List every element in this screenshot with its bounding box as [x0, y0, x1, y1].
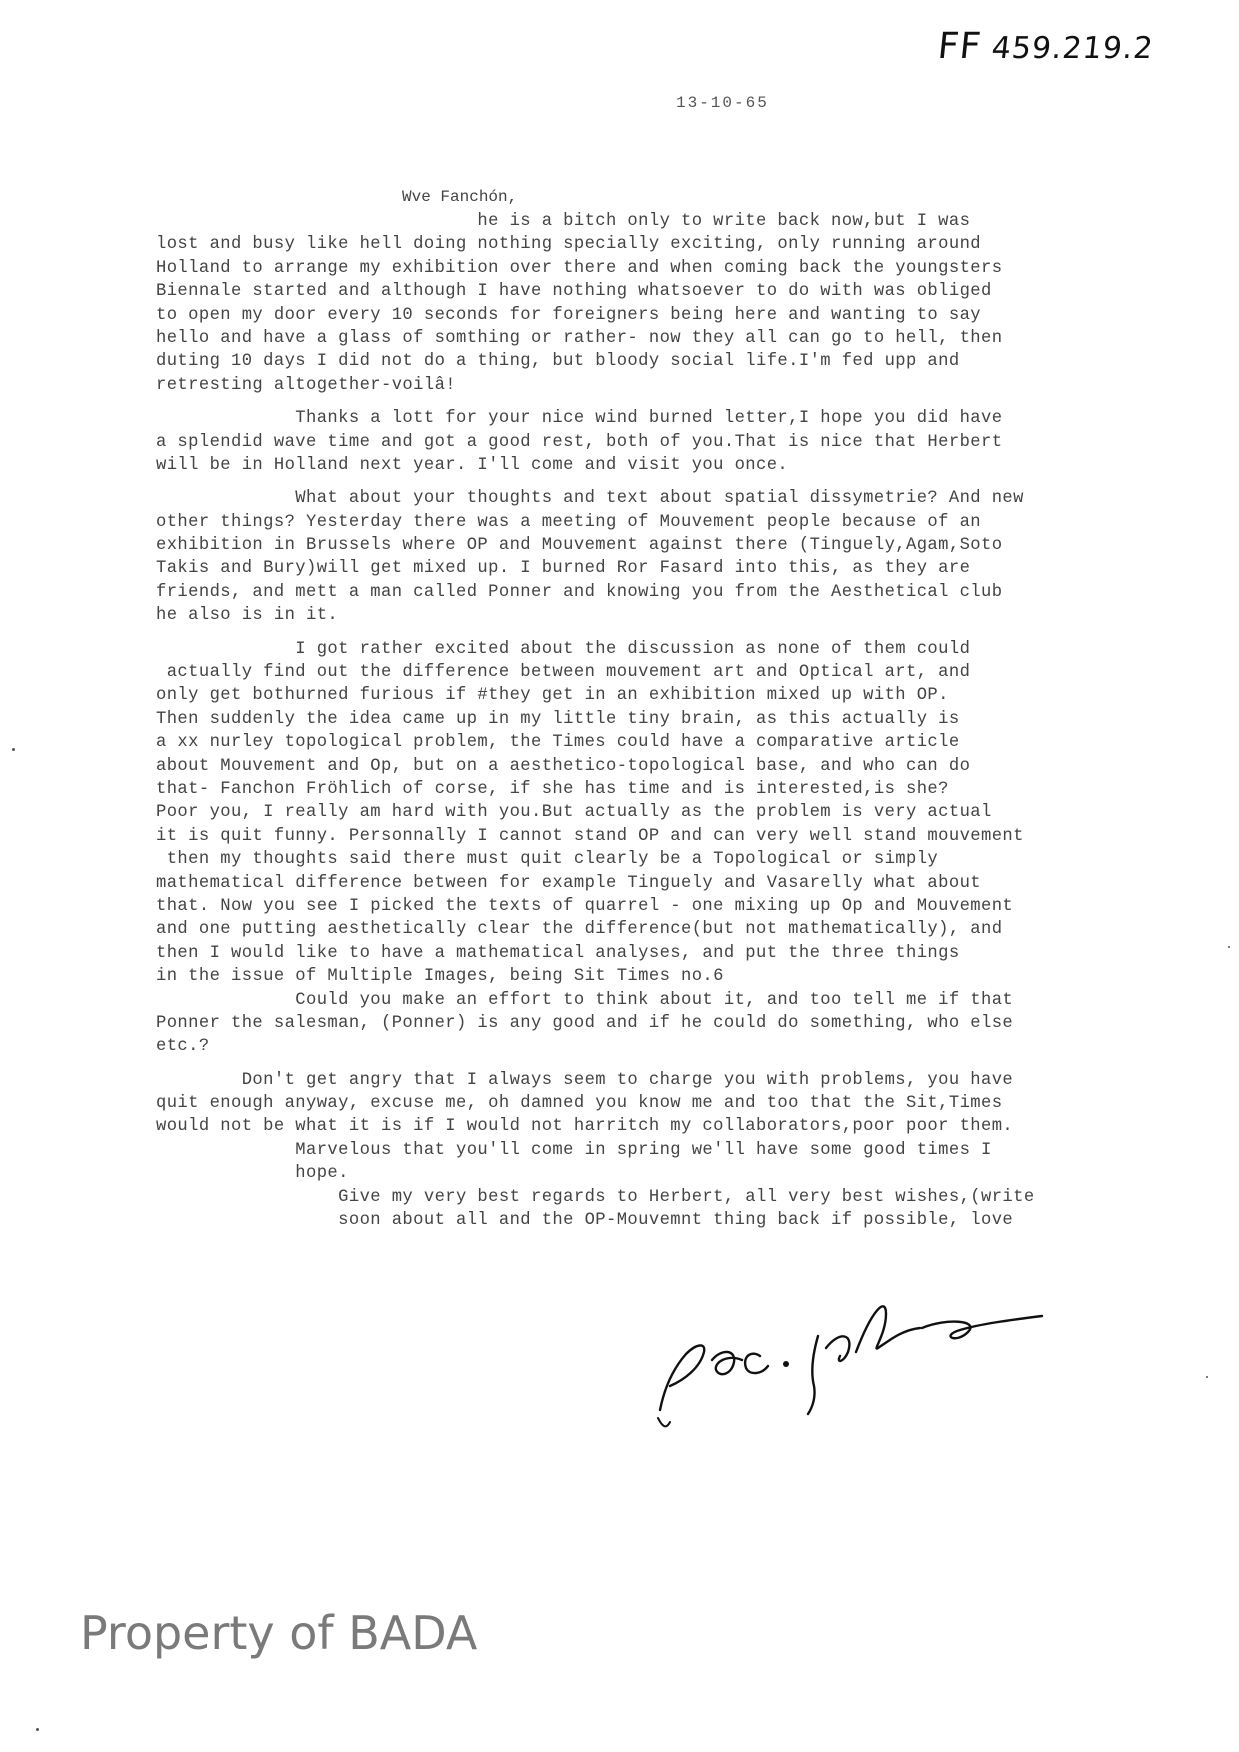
- letter-line: that. Now you see I picked the texts of quarrel - one mixing up Op and Mouvement: [156, 896, 1014, 916]
- letter-line: that- Fanchon Fröhlich of corse, if she has time and is interested,is she?: [156, 779, 949, 799]
- letter-line: Holland to arrange my exhibition over there and when coming back the youngsters: [156, 258, 1003, 278]
- letter-line: hope.: [156, 1164, 349, 1184]
- signature-stroke: [712, 1352, 742, 1374]
- letter-line: about Mouvement and Op, but on a aesthetico-topological base, and who can do: [156, 756, 971, 776]
- signature-stroke: [922, 1316, 1042, 1338]
- signature-stroke: [808, 1336, 818, 1414]
- letter-line: Could you make an effort to think about it, and too tell me if that: [156, 990, 1014, 1010]
- signature-dot: [783, 1361, 789, 1367]
- letter-date: 13-10-65: [676, 94, 769, 112]
- letter-line: Marvelous that you'll come in spring we'll have some good times I: [156, 1140, 992, 1160]
- paragraph-gap: [156, 1059, 1216, 1069]
- letter-line: Thanks a lott for your nice wind burned letter,I hope you did have: [156, 409, 1003, 429]
- letter-line: duting 10 days I did not do a thing, but bloody social life.I'm fed upp and: [156, 352, 960, 372]
- signature-stroke: [658, 1418, 670, 1426]
- archive-reference: [936, 26, 1156, 67]
- signature-stroke: [826, 1336, 849, 1361]
- watermark: Property of BADA: [80, 1606, 478, 1660]
- letter-line: soon about all and the OP-Mouvemnt thing back if possible, love: [156, 1211, 1014, 1231]
- paragraph-gap: [156, 397, 1216, 407]
- letter-line: it is quit funny. Personnally I cannot stand OP and can very well stand mouvement: [156, 826, 1024, 846]
- letter-line: a splendid wave time and got a good rest, both of you.That is nice that Herbert: [156, 432, 1003, 452]
- letter-line: he also is in it.: [156, 606, 339, 626]
- letter-line: Takis and Bury)will get mixed up. I burned Ror Fasard into this, as they are: [156, 559, 971, 579]
- handwritten-signature: [650, 1290, 1110, 1440]
- letter-line: will be in Holland next year. I'll come and visit you once.: [156, 455, 789, 475]
- letter-line: to open my door every 10 seconds for foreigners being here and wanting to say: [156, 305, 981, 325]
- letter-line: lost and busy like hell doing nothing specially exciting, only running around: [156, 235, 981, 255]
- letter-line: hello and have a glass of somthing or rather- now they all can go to hell, then: [156, 328, 1003, 348]
- letter-line: retresting altogether-voilâ!: [156, 375, 456, 395]
- letter-line: only get bothurned furious if #they get in an exhibition mixed up with OP.: [156, 686, 949, 706]
- letter-line: Poor you, I really am hard with you.But actually as the problem is very actual: [156, 803, 992, 823]
- letter-line: other things? Yesterday there was a meeting of Mouvement people because of an: [156, 512, 981, 532]
- letter-line: What about your thoughts and text about spatial dissymetrie? And new: [156, 489, 1024, 509]
- letter-line: a xx nurley topological problem, the Times could have a comparative article: [156, 733, 960, 753]
- letter-line: Biennale started and although I have nothing whatsoever to do with was obliged: [156, 282, 992, 302]
- letter-line: Give my very best regards to Herbert, all very best wishes,(write: [156, 1187, 1035, 1207]
- letter-line: and one putting aesthetically clear the difference(but not mathematically), and: [156, 920, 1003, 940]
- letter-salutation: Wve Fanchón,: [402, 188, 518, 206]
- signature-stroke: [856, 1306, 920, 1352]
- letter-line: then I would like to have a mathematical analyses, and put the three things: [156, 943, 960, 963]
- scan-speck: [1206, 1376, 1208, 1378]
- archive-reference-number: 459.219.2: [989, 31, 1156, 66]
- letter-line: friends, and mett a man called Ponner and knowing you from the Aesthetical club: [156, 582, 1003, 602]
- letter-line: would not be what it is if I would not harritch my collaborators,poor poor them.: [156, 1117, 1014, 1137]
- letter-line: he is a bitch only to write back now,but I was: [156, 212, 971, 231]
- letter-line: in the issue of Multiple Images, being Sit Times no.6: [156, 967, 724, 987]
- scan-speck: [1228, 946, 1230, 948]
- scan-speck: [12, 748, 15, 751]
- archive-reference-prefix: FF: [935, 26, 984, 67]
- letter-line: Then suddenly the idea came up in my little tiny brain, as this actually is: [156, 709, 960, 729]
- letter-line: Don't get angry that I always seem to charge you with problems, you have: [156, 1070, 1014, 1090]
- signature-stroke: [660, 1345, 704, 1410]
- letter-line: I got rather excited about the discussion as none of them could: [156, 639, 971, 659]
- letter-line: mathematical difference between for example Tinguely and Vasarelly what about: [156, 873, 981, 893]
- letter-line: etc.?: [156, 1037, 210, 1057]
- paragraph-gap: [156, 628, 1216, 638]
- letter-line: actually find out the difference between mouvement art and Optical art, and: [156, 663, 971, 683]
- scan-speck: [36, 1728, 39, 1731]
- paragraph-gap: [156, 477, 1216, 487]
- letter-line: Ponner the salesman, (Ponner) is any good and if he could do something, who else: [156, 1013, 1014, 1033]
- letter-body: [156, 210, 1216, 1232]
- letter-line: exhibition in Brussels where OP and Mouvement against there (Tinguely,Agam,Soto: [156, 536, 1003, 556]
- signature-stroke: [745, 1354, 768, 1373]
- letter-line: quit enough anyway, excuse me, oh damned you know me and too that the Sit,Times: [156, 1094, 1003, 1114]
- letter-line: then my thoughts said there must quit clearly be a Topological or simply: [156, 850, 939, 870]
